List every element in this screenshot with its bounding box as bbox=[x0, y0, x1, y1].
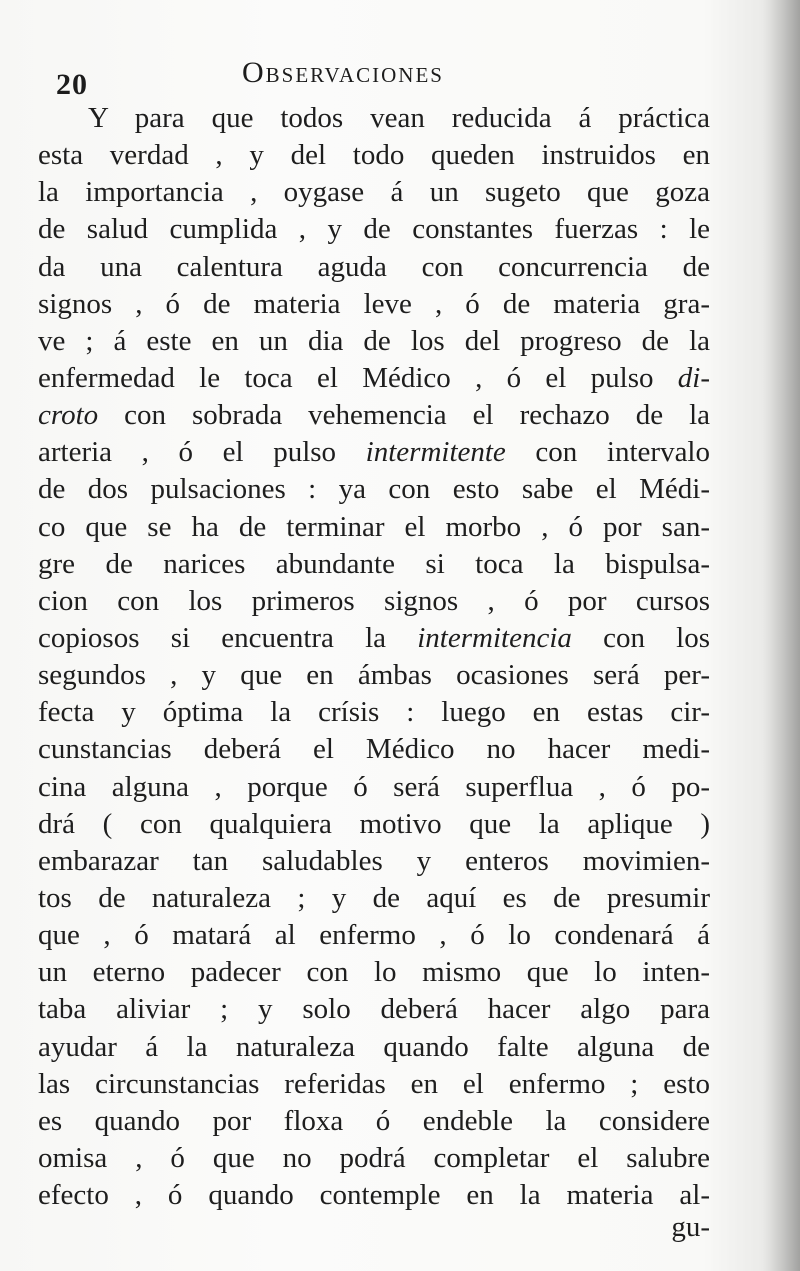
text-line: que , ó matará al enfermo , ó lo condenará á bbox=[38, 919, 710, 952]
text-line: da una calentura aguda con concurrencia de bbox=[38, 250, 710, 283]
text-line: cunstancias deberá el Médico no hacer medi- bbox=[38, 733, 710, 766]
text-line: signos , ó de materia leve , ó de materia gra- bbox=[38, 287, 710, 320]
text-line: Y para que todos vean reducida á práctica bbox=[88, 102, 710, 134]
italic-term: di- bbox=[677, 361, 710, 394]
text-line: cion con los primeros signos , ó por cursos bbox=[38, 584, 710, 617]
italic-term: intermitente bbox=[365, 436, 506, 469]
text-line: ayudar á la naturaleza quando falte alguna de bbox=[38, 1030, 710, 1063]
page-number: 20 bbox=[56, 68, 88, 101]
text-line: esta verdad , y del todo queden instruidos en bbox=[38, 139, 710, 172]
text-line: un eterno padecer con lo mismo que lo inten- bbox=[38, 956, 710, 989]
text-line: segundos , y que en ámbas ocasiones será per- bbox=[38, 659, 710, 692]
text-line: arteria , ó el pulso intermitente con intervalo bbox=[38, 436, 710, 469]
text-line: drá ( con qualquiera motivo que la aplique ) bbox=[38, 807, 710, 840]
text-line: es quando por floxa ó endeble la considere bbox=[38, 1104, 710, 1137]
text-line: cina alguna , porque ó será superflua , ó po- bbox=[38, 770, 710, 803]
text-line: las circunstancias referidas en el enfermo ; esto bbox=[38, 1067, 710, 1100]
running-title: Observaciones bbox=[242, 56, 444, 89]
text-line: tos de naturaleza ; y de aquí es de presumir bbox=[38, 881, 710, 914]
text-line: copiosos si encuentra la intermitencia con los bbox=[38, 621, 710, 654]
text-line: gre de narices abundante si toca la bispulsa- bbox=[38, 547, 710, 580]
body-text bbox=[38, 100, 710, 1214]
text-line: omisa , ó que no podrá completar el salubre bbox=[38, 1141, 710, 1174]
text-line: embarazar tan saludables y enteros movimien- bbox=[38, 844, 710, 877]
text-line: croto con sobrada vehemencia el rechazo de la bbox=[38, 399, 710, 432]
text-line: ve ; á este en un dia de los del progreso de la bbox=[38, 324, 710, 357]
text-line: enfermedad le toca el Médico , ó el pulso di- bbox=[38, 361, 710, 394]
text-line: de salud cumplida , y de constantes fuerzas : le bbox=[38, 213, 710, 246]
italic-term: croto bbox=[38, 399, 99, 432]
text-line: efecto , ó quando contemple en la materia al- bbox=[38, 1179, 710, 1212]
text-line: co que se ha de terminar el morbo , ó por san- bbox=[38, 510, 710, 543]
text-line: taba aliviar ; y solo deberá hacer algo para bbox=[38, 993, 710, 1026]
text-line: de dos pulsaciones : ya con esto sabe el Médi- bbox=[38, 473, 710, 506]
page-edge-shadow bbox=[762, 0, 800, 1271]
text-line: fecta y óptima la crísis : luego en estas cir- bbox=[38, 696, 710, 729]
running-head bbox=[56, 56, 716, 106]
catchword: gu- bbox=[671, 1211, 710, 1243]
text-line: la importancia , oygase á un sugeto que goza bbox=[38, 176, 710, 209]
italic-term: intermitencia bbox=[417, 621, 572, 654]
